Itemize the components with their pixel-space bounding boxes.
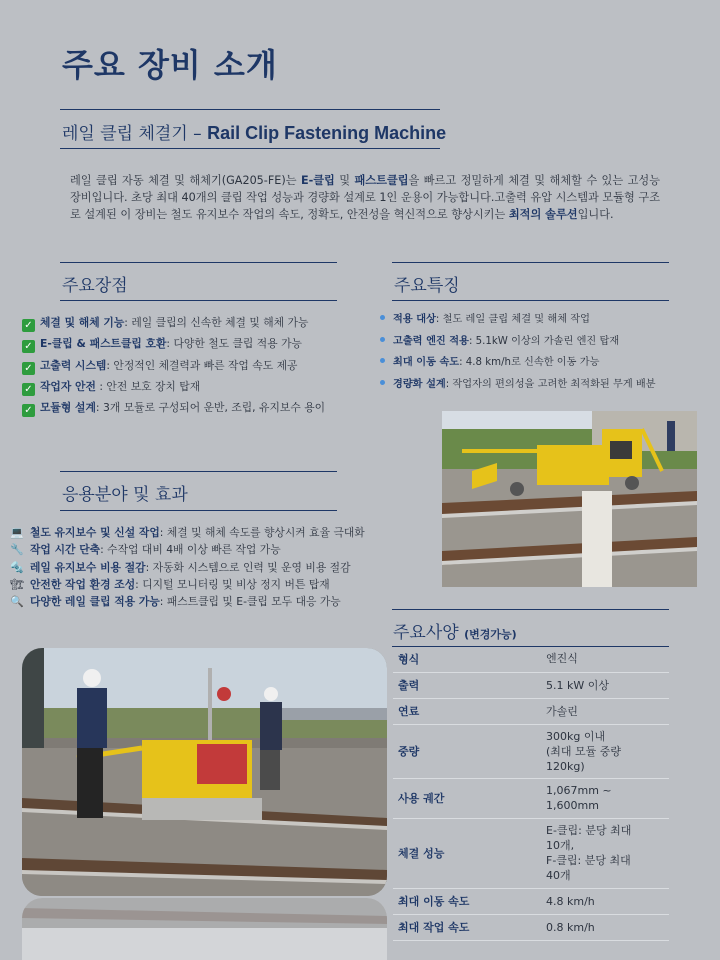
list-item: 적용 대상: 철도 레일 클립 체결 및 해체 작업 bbox=[380, 309, 656, 331]
nut-bolt-icon: 🔩 bbox=[10, 560, 24, 574]
check-icon: ✓ bbox=[22, 319, 35, 332]
table-row bbox=[393, 778, 669, 818]
table-row bbox=[393, 914, 669, 940]
spec-key: 형식 bbox=[393, 646, 541, 672]
section-subtitle bbox=[62, 119, 446, 144]
spec-key: 중량 bbox=[393, 724, 541, 778]
magnifier-icon: 🔍 bbox=[10, 595, 24, 609]
check-icon: ✓ bbox=[22, 340, 35, 353]
spec-value: 5.1 kW 이상 bbox=[541, 672, 669, 698]
spec-value: 0.8 km/h bbox=[541, 914, 669, 940]
list-item: 최대 이동 속도: 4.8 km/h로 신속한 이동 가능 bbox=[380, 352, 656, 374]
divider bbox=[392, 609, 669, 610]
divider bbox=[60, 109, 440, 110]
divider bbox=[60, 510, 337, 511]
table-row bbox=[393, 818, 669, 888]
list-item: ✓ 모듈형 설계: 3개 모듈로 구성되어 운반, 조립, 유지보수 용이 bbox=[22, 397, 325, 418]
spec-value: 엔진식 bbox=[541, 646, 669, 672]
page-title: 주요 장비 소개 bbox=[62, 46, 278, 84]
table-row bbox=[393, 698, 669, 724]
divider bbox=[60, 471, 337, 472]
table-row bbox=[393, 672, 669, 698]
spec-value: 4.8 km/h bbox=[541, 888, 669, 914]
advantages-heading: 주요장점 bbox=[62, 276, 128, 296]
spec-key: 체결 성능 bbox=[393, 818, 541, 888]
bullet-icon bbox=[380, 337, 385, 342]
table-row bbox=[393, 646, 669, 672]
specs-heading: 주요사양 (변경가능) bbox=[393, 623, 517, 643]
table-row bbox=[393, 888, 669, 914]
bullet-icon bbox=[380, 358, 385, 363]
spec-key: 연료 bbox=[393, 698, 541, 724]
spec-key: 최대 이동 속도 bbox=[393, 888, 541, 914]
wrench-icon: 🔧 bbox=[10, 543, 24, 557]
list-item: ✓ 작업자 안전 : 안전 보호 장치 탑재 bbox=[22, 376, 325, 397]
check-icon: ✓ bbox=[22, 404, 35, 417]
photo-reflection bbox=[22, 898, 387, 960]
spec-value: 가솔린 bbox=[541, 698, 669, 724]
intro-paragraph: 레일 클립 자동 체결 및 해체기(GA205-FE)는 E-클립 및 패스트클립을 빠르고 정밀하게 체결 및 해체할 수 있는 고성능 장비입니다. 초당 최대 40개의 클립 작업 성능과 경량화 설계로 1인 운용이 가능합니다.고출력 유압 시스템과 모듈형 구조로 설계된 이 장비는 철도 유지보수 작업의 속도, 정확도, 안전성을 혁신적으로 향상시키는 최적의 솔루션입니다. bbox=[70, 174, 660, 221]
divider bbox=[60, 262, 337, 263]
list-item: 🔧 작업 시간 단축: 수작업 대비 4배 이상 빠른 작업 가능 bbox=[10, 541, 442, 558]
list-item: 🏗 안전한 작업 환경 조성: 디지털 모니터링 및 비상 정지 버튼 탑재 bbox=[10, 576, 442, 593]
specs-note: (변경가능) bbox=[464, 628, 517, 641]
divider bbox=[60, 300, 337, 301]
advantages-list bbox=[22, 312, 325, 418]
spec-value: 300kg 이내 (최대 모듈 중량 120kg) bbox=[541, 724, 669, 778]
applications-heading: 응용분야 및 효과 bbox=[62, 485, 188, 505]
construction-icon: 🏗 bbox=[10, 577, 24, 591]
list-item: ✓ 체결 및 해체 기능: 레일 클립의 신속한 체결 및 해체 가능 bbox=[22, 312, 325, 333]
spec-value: 1,067mm ~ 1,600mm bbox=[541, 778, 669, 818]
workers-photo bbox=[22, 648, 387, 896]
features-list bbox=[380, 309, 656, 395]
bullet-icon bbox=[380, 315, 385, 320]
spec-value: E-클립: 분당 최대 10개, F-클립: 분당 최대 40개 bbox=[541, 818, 669, 888]
spec-key: 사용 궤간 bbox=[393, 778, 541, 818]
bullet-icon bbox=[380, 380, 385, 385]
divider bbox=[60, 148, 440, 149]
check-icon: ✓ bbox=[22, 362, 35, 375]
computer-icon: 💻 bbox=[10, 526, 24, 539]
applications-list bbox=[10, 524, 442, 610]
features-heading: 주요특징 bbox=[394, 276, 460, 296]
list-item: ✓ 고출력 시스템: 안정적인 체결력과 빠른 작업 속도 제공 bbox=[22, 355, 325, 376]
list-item: ✓ E-클립 & 패스트클립 호환: 다양한 철도 클립 적용 가능 bbox=[22, 333, 325, 354]
divider bbox=[392, 300, 669, 301]
spec-key: 출력 bbox=[393, 672, 541, 698]
list-item: 🔍 다양한 레일 클립 적용 가능: 패스트클립 및 E-클립 모두 대응 가능 bbox=[10, 593, 442, 610]
spec-key: 최대 작업 속도 bbox=[393, 914, 541, 940]
divider bbox=[392, 262, 669, 263]
machine-photo bbox=[442, 411, 697, 587]
subtitle-korean: 레일 클립 체결기 – bbox=[62, 124, 208, 144]
subtitle-english: Rail Clip Fastening Machine bbox=[207, 123, 447, 143]
check-icon: ✓ bbox=[22, 383, 35, 396]
specs-table bbox=[393, 646, 669, 941]
list-item: 경량화 설계: 작업자의 편의성을 고려한 최적화된 무게 배분 bbox=[380, 374, 656, 396]
list-item: 고출력 엔진 적용: 5.1kW 이상의 가솔린 엔진 탑재 bbox=[380, 331, 656, 353]
table-row bbox=[393, 724, 669, 778]
list-item: 💻 철도 유지보수 및 신설 작업: 체결 및 해체 속도를 향상시켜 효율 극대화 bbox=[10, 524, 442, 541]
list-item: 🔩 레일 유지보수 비용 절감: 자동화 시스템으로 인력 및 운영 비용 절감 bbox=[10, 559, 442, 576]
